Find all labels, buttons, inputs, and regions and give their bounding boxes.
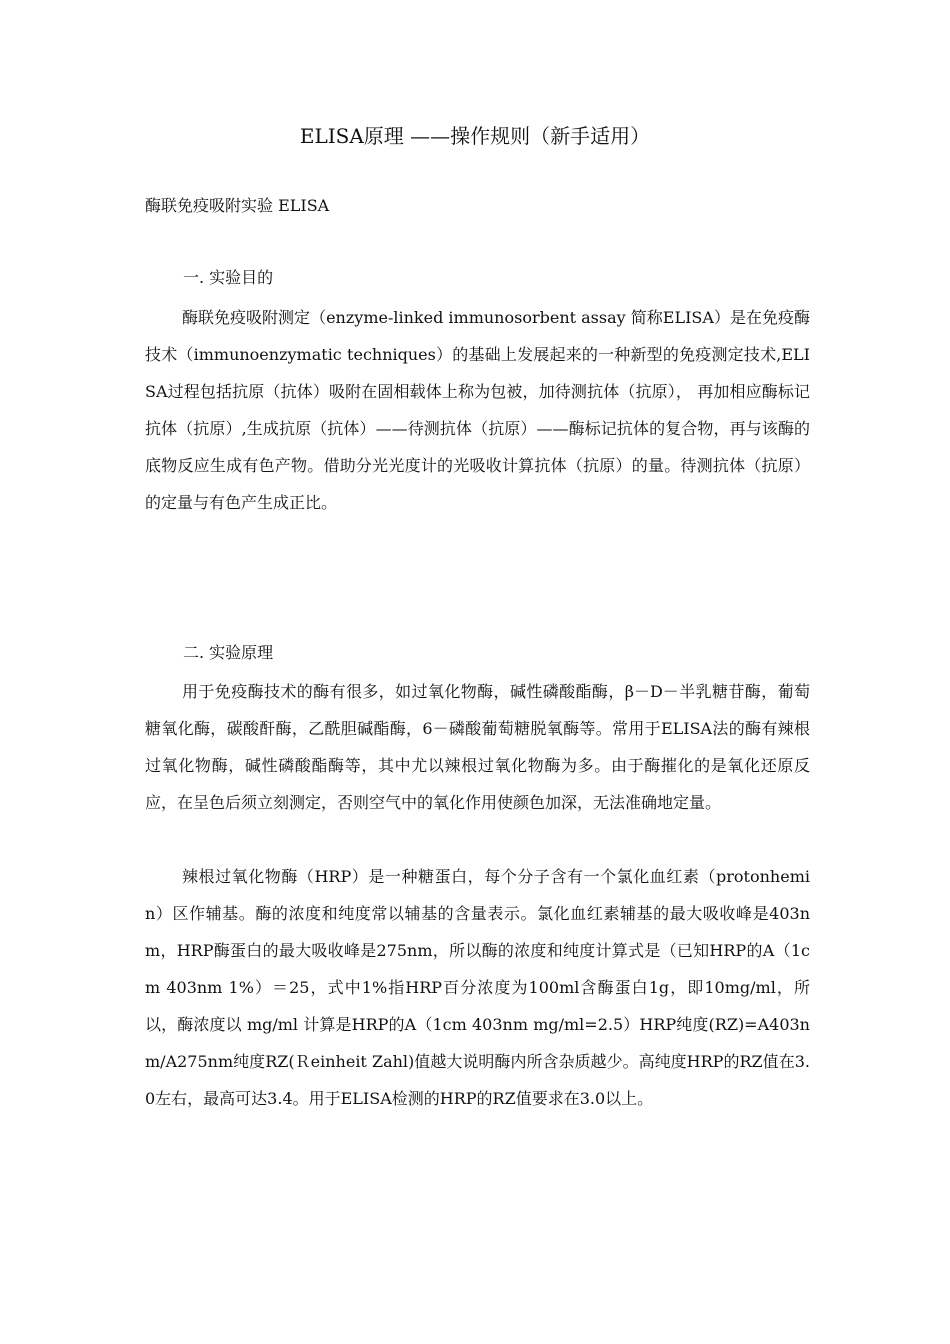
document-title: ELISA原理 ——操作规则（新手适用） (299, 124, 651, 148)
section-heading-principle: 二. 实验原理 (183, 643, 274, 662)
document-subtitle: 酶联免疫吸附实验 ELISA (145, 196, 330, 215)
section-paragraph-enzymes: 用于免疫酶技术的酶有很多，如过氧化物酶，碱性磷酸酯酶，β－D－半乳糖苷酶，葡萄糖氧化酶，碳酸酐酶，乙酰胆碱酯酶，6－磷酸葡萄糖脱氧酶等。常用于ELISA法的酶有辣根过氧化物酶，碱性磷酸酯酶等，其中尤以辣根过氧化物酶为多。由于酶摧化的是氧化还原反应，在呈色后须立刻测定，否则空气中的氧化作用使颜色加深，无法准确地定量。 (145, 682, 810, 812)
section-paragraph-purpose: 酶联免疫吸附测定（enzyme-linked immunosorbent assay 简称ELISA）是在免疫酶技术（immunoenzymatic techniques）的基础上发展起来的一种新型的免疫测定技术,ELISA过程包括抗原（抗体）吸附在固相载体上称为包被，加待测抗体（抗原）， 再加相应酶标记抗体（抗原）,生成抗原（抗体）——待测抗体（抗原）——酶标记抗体的复合物，再与该酶的底物反应生成有色产物。借助分光光度计的光吸收计算抗体（抗原）的量。待测抗体（抗原）的定量与有色产生成正比。 (145, 308, 810, 512)
section-heading-purpose: 一. 实验目的 (183, 268, 274, 287)
section-paragraph-hrp: 辣根过氧化物酶（HRP）是一种糖蛋白，每个分子含有一个氯化血红素（protonhemin）区作辅基。酶的浓度和纯度常以辅基的含量表示。氯化血红素辅基的最大吸收峰是403nm，HRP酶蛋白的最大吸收峰是275nm，所以酶的浓度和纯度计算式是（已知HRP的A（1cm 403nm 1%）＝25，式中1%指HRP百分浓度为100ml含酶蛋白1g，即10mg/ml，所以，酶浓度以 mg/ml 计算是HRP的A（1cm 403nm mg/ml=2.5）HRP纯度(RZ)=A403nm/A275nm纯度RZ(Ｒeinheit Zahl)值越大说明酶内所含杂质越少。高纯度HRP的RZ值在3.0左右，最高可达3.4。用于ELISA检测的HRP的RZ值要求在3.0以上。 (145, 867, 810, 1108)
